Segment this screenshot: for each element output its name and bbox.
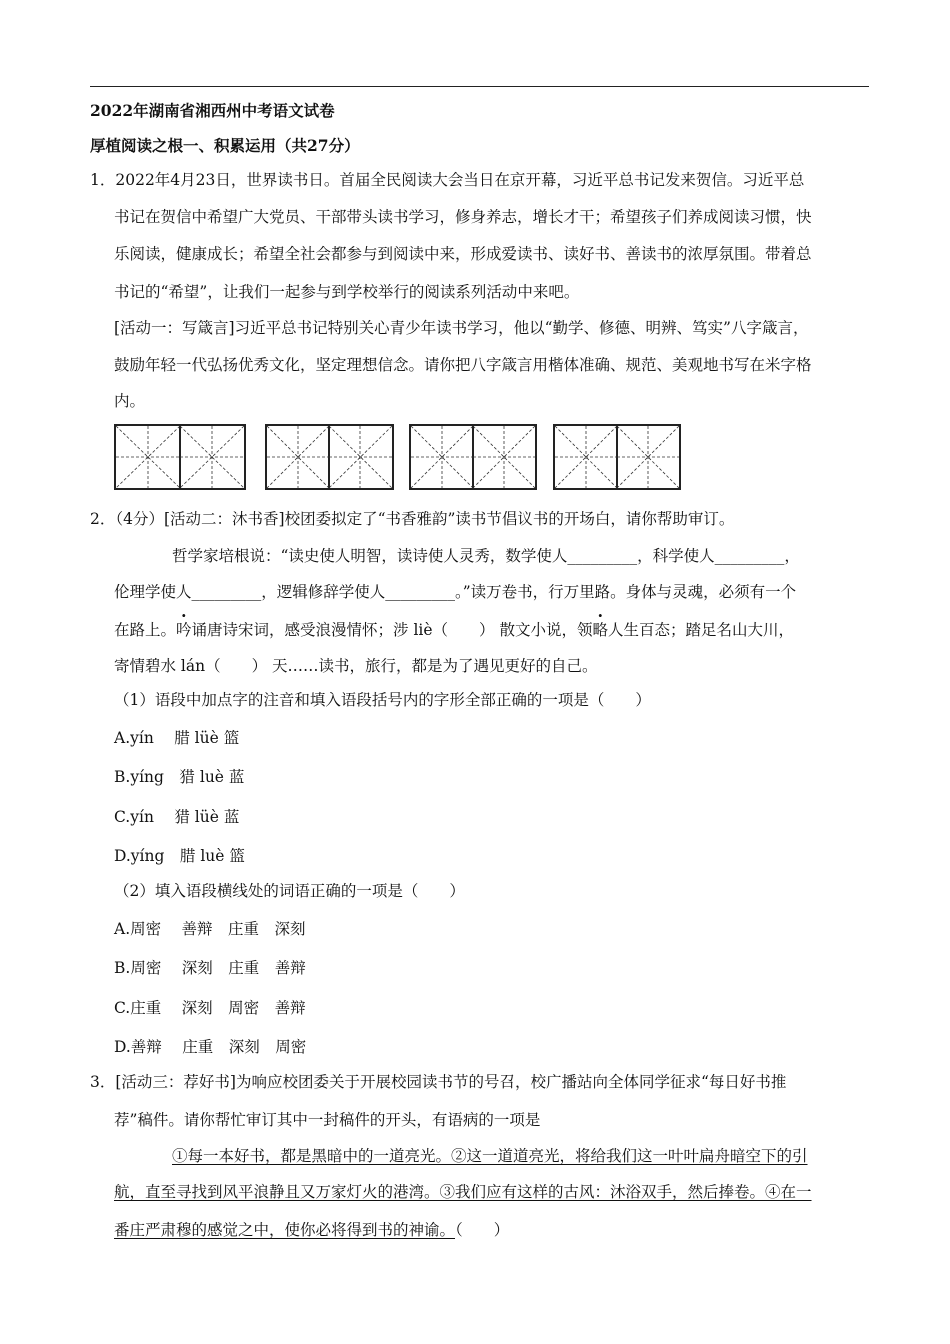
q3-passage-line-1: ①每一本好书，都是黑暗中的一道亮光。②这一道道亮光，将给我们这一叶叶扁舟暗空下的引 xyxy=(172,1147,808,1165)
q2-sub2-option-a[interactable]: A.周密 善辩 庄重 深刻 xyxy=(114,920,306,938)
q1-line-7: 内。 xyxy=(114,392,146,410)
q3-line-1: 3．[活动三：荐好书]为响应校团委关于开展校园读书节的号召，校广播站向全体同学征求“每日好书推 xyxy=(90,1073,787,1091)
q2-sub1-option-c[interactable]: C.yín 猎 lüè 蓝 xyxy=(114,808,240,826)
mi-grid-4[interactable] xyxy=(553,424,681,490)
q1-line-6: 鼓励年轻一代弘扬优秀文化，坚定理想信念。请你把八字箴言用楷体准确、规范、美观地书写在米字格 xyxy=(114,356,812,374)
q1-line-5: [活动一：写箴言]习近平总书记特别关心青少年读书学习，他以“勤学、修德、明辨、笃实”八字箴言， xyxy=(114,319,809,337)
q2-heading: 2．（4分）[活动二：沐书香]校团委拟定了“书香雅韵”读书节倡议书的开场白，请你帮助审订。 xyxy=(90,510,735,528)
q3-line-2: 荐”稿件。请你帮忙审订其中一封稿件的开头，有语病的一项是 xyxy=(114,1111,541,1129)
dotted-char-lue: 略 xyxy=(592,621,608,639)
mi-grid-3[interactable] xyxy=(409,424,537,490)
dotted-char-yin: 吟 xyxy=(176,621,192,639)
q2-sub1-option-d[interactable]: D.yíng 腊 luè 篮 xyxy=(114,847,245,865)
section-heading: 厚植阅读之根一、积累运用（共27分） xyxy=(90,136,360,155)
header-rule xyxy=(90,86,869,87)
q2-passage-line-4: 寄情碧水 lán（ ） 天……读书，旅行，都是为了遇见更好的自己。 xyxy=(114,657,598,675)
q2-sub1-question: （1）语段中加点字的注音和填入语段括号内的字形全部正确的一项是（ ） xyxy=(114,691,651,709)
q2-sub2-option-c[interactable]: C.庄重 深刻 周密 善辩 xyxy=(114,999,306,1017)
mi-grid-2[interactable] xyxy=(265,424,394,490)
q1-line-3: 乐阅读，健康成长；希望全社会都参与到阅读中来，形成爱读书、读好书、善读书的浓厚氛围。带着总 xyxy=(114,245,812,263)
q2-sub1-option-a[interactable]: A.yín 腊 lüè 篮 xyxy=(114,729,240,747)
q2-passage-line-2: 伦理学使人_________，逻辑修辞学使人_________。”读万卷书，行万里路。身体与灵魂，必须有一个 xyxy=(114,583,797,601)
q2-passage-line-3: 在路上。吟诵唐诗宋词，感受浪漫情怀；涉 liè（ ） 散文小说，领略人生百态；踏足名山大川， xyxy=(114,621,795,639)
q3-answer-bracket[interactable]: （ ） xyxy=(455,1221,510,1239)
q3-passage-line-3: 番庄严肃穆的感觉之中，使你必将得到书的神谕。（ ） xyxy=(114,1221,510,1239)
mi-grid-1[interactable] xyxy=(114,424,246,490)
q1-line-4: 书记的“希望”，让我们一起参与到学校举行的阅读系列活动中来吧。 xyxy=(114,283,580,301)
q1-line-1: 1．2022年4月23日，世界读书日。首届全民阅读大会当日在京开幕，习近平总书记发来贺信。习近平总 xyxy=(90,171,805,189)
q2-sub2-question: （2）填入语段横线处的词语正确的一项是（ ） xyxy=(114,882,465,900)
exam-title: 2022年湖南省湘西州中考语文试卷 xyxy=(90,101,335,120)
q3-passage-line-2: 航，直至寻找到风平浪静且又万家灯火的港湾。③我们应有这样的古风：沐浴双手，然后捧卷。④在一 xyxy=(114,1183,812,1201)
q2-passage-line-1: 哲学家培根说：“读史使人明智，读诗使人灵秀，数学使人_________，科学使人_________， xyxy=(172,547,800,565)
q2-sub2-option-d[interactable]: D.善辩 庄重 深刻 周密 xyxy=(114,1038,307,1056)
q2-sub2-option-b[interactable]: B.周密 深刻 庄重 善辩 xyxy=(114,959,306,977)
q1-line-2: 书记在贺信中希望广大党员、干部带头读书学习，修身养志，增长才干；希望孩子们养成阅读习惯，快 xyxy=(114,208,812,226)
q2-sub1-option-b[interactable]: B.yíng 猎 luè 蓝 xyxy=(114,768,245,786)
